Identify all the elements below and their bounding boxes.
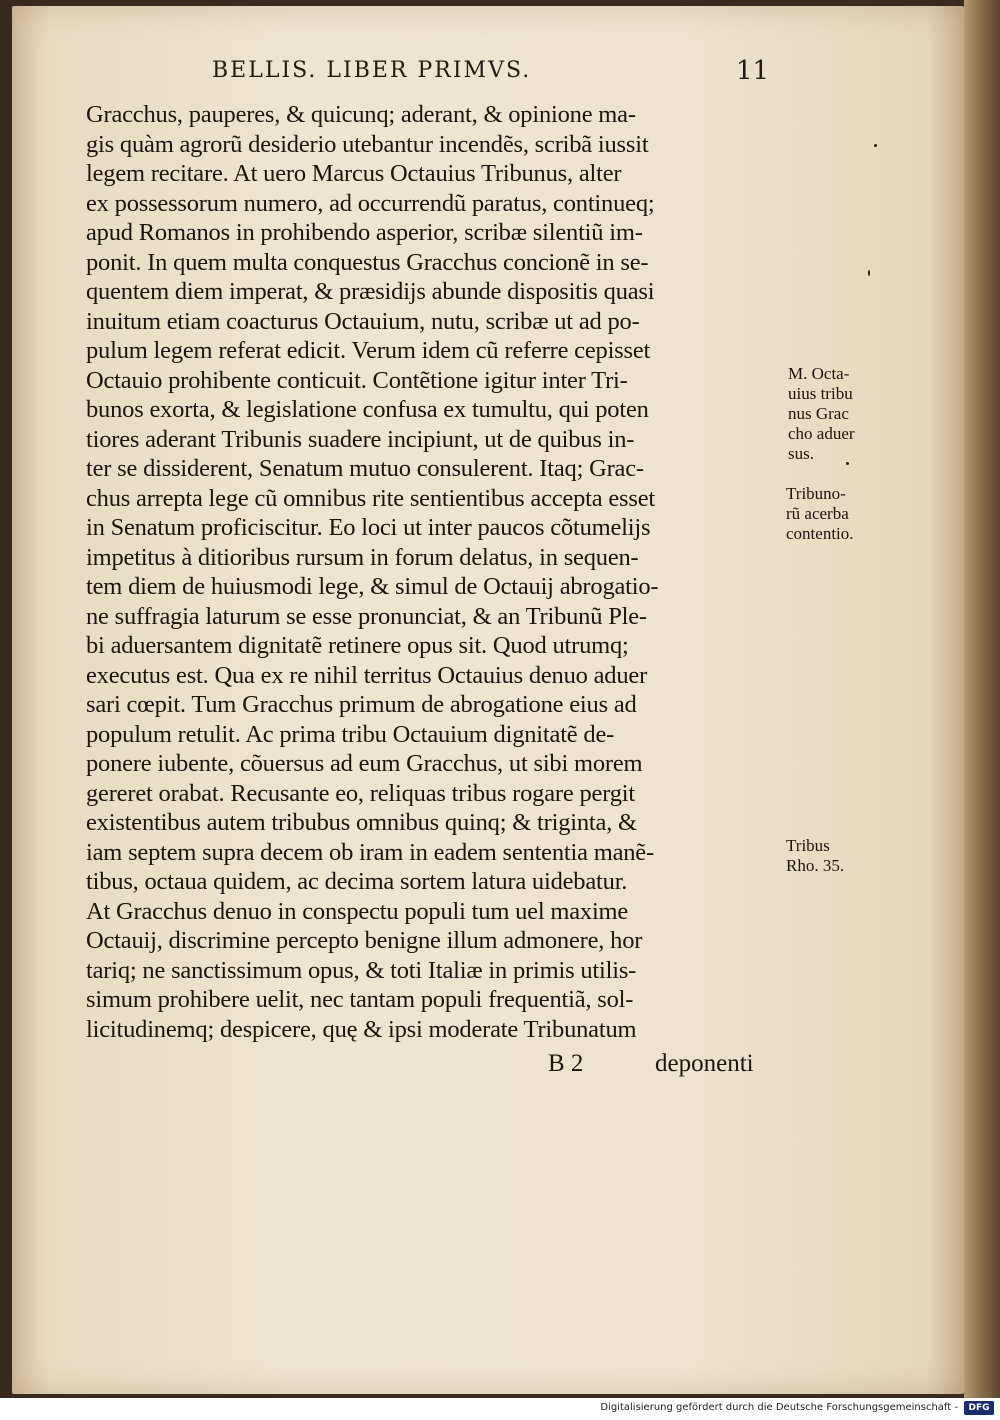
text-line: bunos exorta, & legislatione confusa ex tumultu, qui poten: [86, 396, 649, 423]
folio-number: 11: [736, 56, 770, 86]
text-line: gis quàm agrorũ desiderio utebantur incendẽs, scribã iussit: [86, 130, 649, 158]
running-head: BELLIS. LIBER PRIMVS.: [212, 58, 532, 83]
text-line: iam septem supra decem ob iram in eadem sententia manẽ-: [86, 838, 654, 866]
text-line: Octauio prohibente conticuit. Contẽtione igitur inter Tri-: [86, 366, 628, 394]
ink-speck: [868, 270, 870, 276]
margin-note-line: Tribus: [786, 836, 830, 855]
text-line: pulum legem referat edicit. Verum idem cũ referre cepisset: [86, 337, 651, 364]
text-line: simum prohibere uelit, nec tantam populi frequentiã, sol-: [86, 986, 634, 1013]
text-line: bi aduersantem dignitatẽ retinere opus sit. Quod utrumq;: [86, 632, 629, 659]
text-line: executus est. Qua ex re nihil territus Octauius denuo aduer: [86, 661, 648, 689]
text-line: chus arrepta lege cũ omnibus rite sentientibus accepta esset: [86, 484, 655, 512]
margin-note: [786, 484, 854, 544]
margin-note-line: rũ acerba: [786, 504, 849, 523]
text-line: impetitus à ditioribus rursum in forum delatus, in sequen-: [86, 543, 639, 571]
dfg-logo: DFG: [964, 1401, 994, 1415]
page-edge: [964, 0, 1000, 1398]
text-line: Gracchus, pauperes, & quicunq; aderant, & opinione ma-: [86, 101, 636, 128]
margin-note-line: cho aduer: [788, 424, 855, 443]
text-line: Octauij, discrimine percepto benigne illum admonere, hor: [86, 927, 643, 954]
text-line: inuitum etiam coacturus Octauium, nutu, scribæ ut ad po-: [86, 307, 640, 335]
signature-mark: B 2: [548, 1050, 584, 1077]
funding-credit: Digitalisierung gefördert durch die Deutsche Forschungsgemeinschaft -: [600, 1402, 958, 1413]
text-line: quentem diem imperat, & præsidijs abunde dispositis quasi: [86, 278, 655, 305]
margin-note-line: M. Octa-: [788, 364, 850, 383]
catchword: deponenti: [655, 1050, 754, 1077]
ink-speck: [846, 462, 849, 465]
margin-note-line: Tribuno-: [786, 484, 846, 503]
text-line: populum retulit. Ac prima tribu Octauium dignitatẽ de-: [86, 720, 615, 748]
text-line: gereret orabat. Recusante eo, reliquas tribus rogare pergit: [86, 779, 635, 807]
text-line: tiores aderant Tribunis suadere incipiunt, ut de quibus in-: [86, 425, 635, 453]
text-line: tibus, octaua quidem, ac decima sortem latura uidebatur.: [86, 868, 628, 895]
margin-note-line: sus.: [788, 444, 814, 463]
text-line: ponit. In quem multa conquestus Gracchus concionẽ in se-: [86, 248, 649, 276]
margin-note: [788, 364, 855, 464]
footer-bar: [0, 1398, 1000, 1420]
body-text: [86, 100, 776, 1044]
margin-note-line: uius tribu: [788, 384, 853, 403]
text-line: ponere iubente, cõuersus ad eum Gracchus, ut sibi morem: [86, 750, 643, 777]
text-line: existentibus autem tribubus omnibus quinq; & triginta, &: [86, 809, 637, 836]
margin-note-line: contentio.: [786, 524, 854, 543]
text-line: ne suffragia laturum se esse pronunciat, & an Tribunũ Ple-: [86, 602, 647, 630]
text-line: licitudinemq; despicere, quę & ipsi moderate Tribunatum: [86, 1015, 637, 1043]
margin-note-line: nus Grac: [788, 404, 849, 423]
text-line: ter se dissiderent, Senatum mutuo consulerent. Itaq; Grac-: [86, 455, 644, 482]
margin-note: [786, 836, 844, 876]
margin-note-line: Rho. 35.: [786, 856, 845, 875]
ink-speck: [874, 144, 877, 147]
text-line: sari cœpit. Tum Gracchus primum de abrogatione eius ad: [86, 691, 637, 718]
text-line: apud Romanos in prohibendo asperior, scribæ silentiũ im-: [86, 219, 643, 246]
text-line: At Gracchus denuo in conspectu populi tum uel maxime: [86, 897, 629, 925]
text-line: legem recitare. At uero Marcus Octauius Tribunus, alter: [86, 160, 622, 187]
text-line: ex possessorum numero, ad occurrendũ paratus, continueq;: [86, 189, 655, 217]
text-line: tem diem de huiusmodi lege, & simul de Octauij abrogatio-: [86, 573, 659, 600]
text-line: in Senatum proficiscitur. Eo loci ut inter paucos cõtumelijs: [86, 514, 651, 541]
text-line: tariq; ne sanctissimum opus, & toti Italiæ in primis utilis-: [86, 956, 637, 984]
